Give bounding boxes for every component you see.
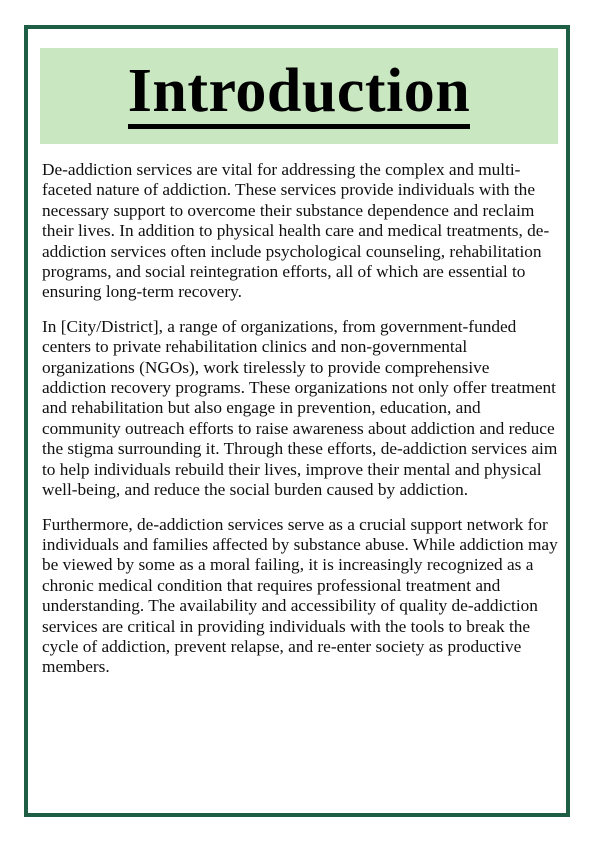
title-banner — [40, 48, 558, 144]
body-text — [42, 160, 558, 692]
page-title: Introduction — [128, 60, 471, 129]
paragraph-2: In [City/District], a range of organizations, from government-funded centers to private rehabilitation clinics and non-governmental organizations (NGOs), work tirelessly to provide comprehensive addiction recovery programs. These organizations not only offer treatment and rehabilitation but also engage in prevention, education, and community outreach efforts to raise awareness about addiction and reduce the stigma surrounding it. Through these efforts, de-addiction services aim to help individuals rebuild their lives, improve their mental and physical well-being, and reduce the social burden caused by addiction. — [42, 316, 558, 500]
paragraph-1: De-addiction services are vital for addressing the complex and multi-faceted nature of addiction. These services provide individuals with the necessary support to overcome their substance dependence and reclaim their lives. In addition to physical health care and medical treatments, de-addiction services often include psychological counseling, rehabilitation programs, and social reintegration efforts, all of which are essential to ensuring long-term recovery. — [42, 160, 550, 302]
paragraph-3: Furthermore, de-addiction services serve as a crucial support network for individuals and families affected by substance abuse. While addiction may be viewed by some as a moral failing, it is increasingly recognized as a chronic medical condition that requires professional treatment and understanding. The availability and accessibility of quality de-addiction services are critical in providing individuals with the tools to break the cycle of addiction, prevent relapse, and re-enter society as productive members. — [42, 514, 558, 677]
